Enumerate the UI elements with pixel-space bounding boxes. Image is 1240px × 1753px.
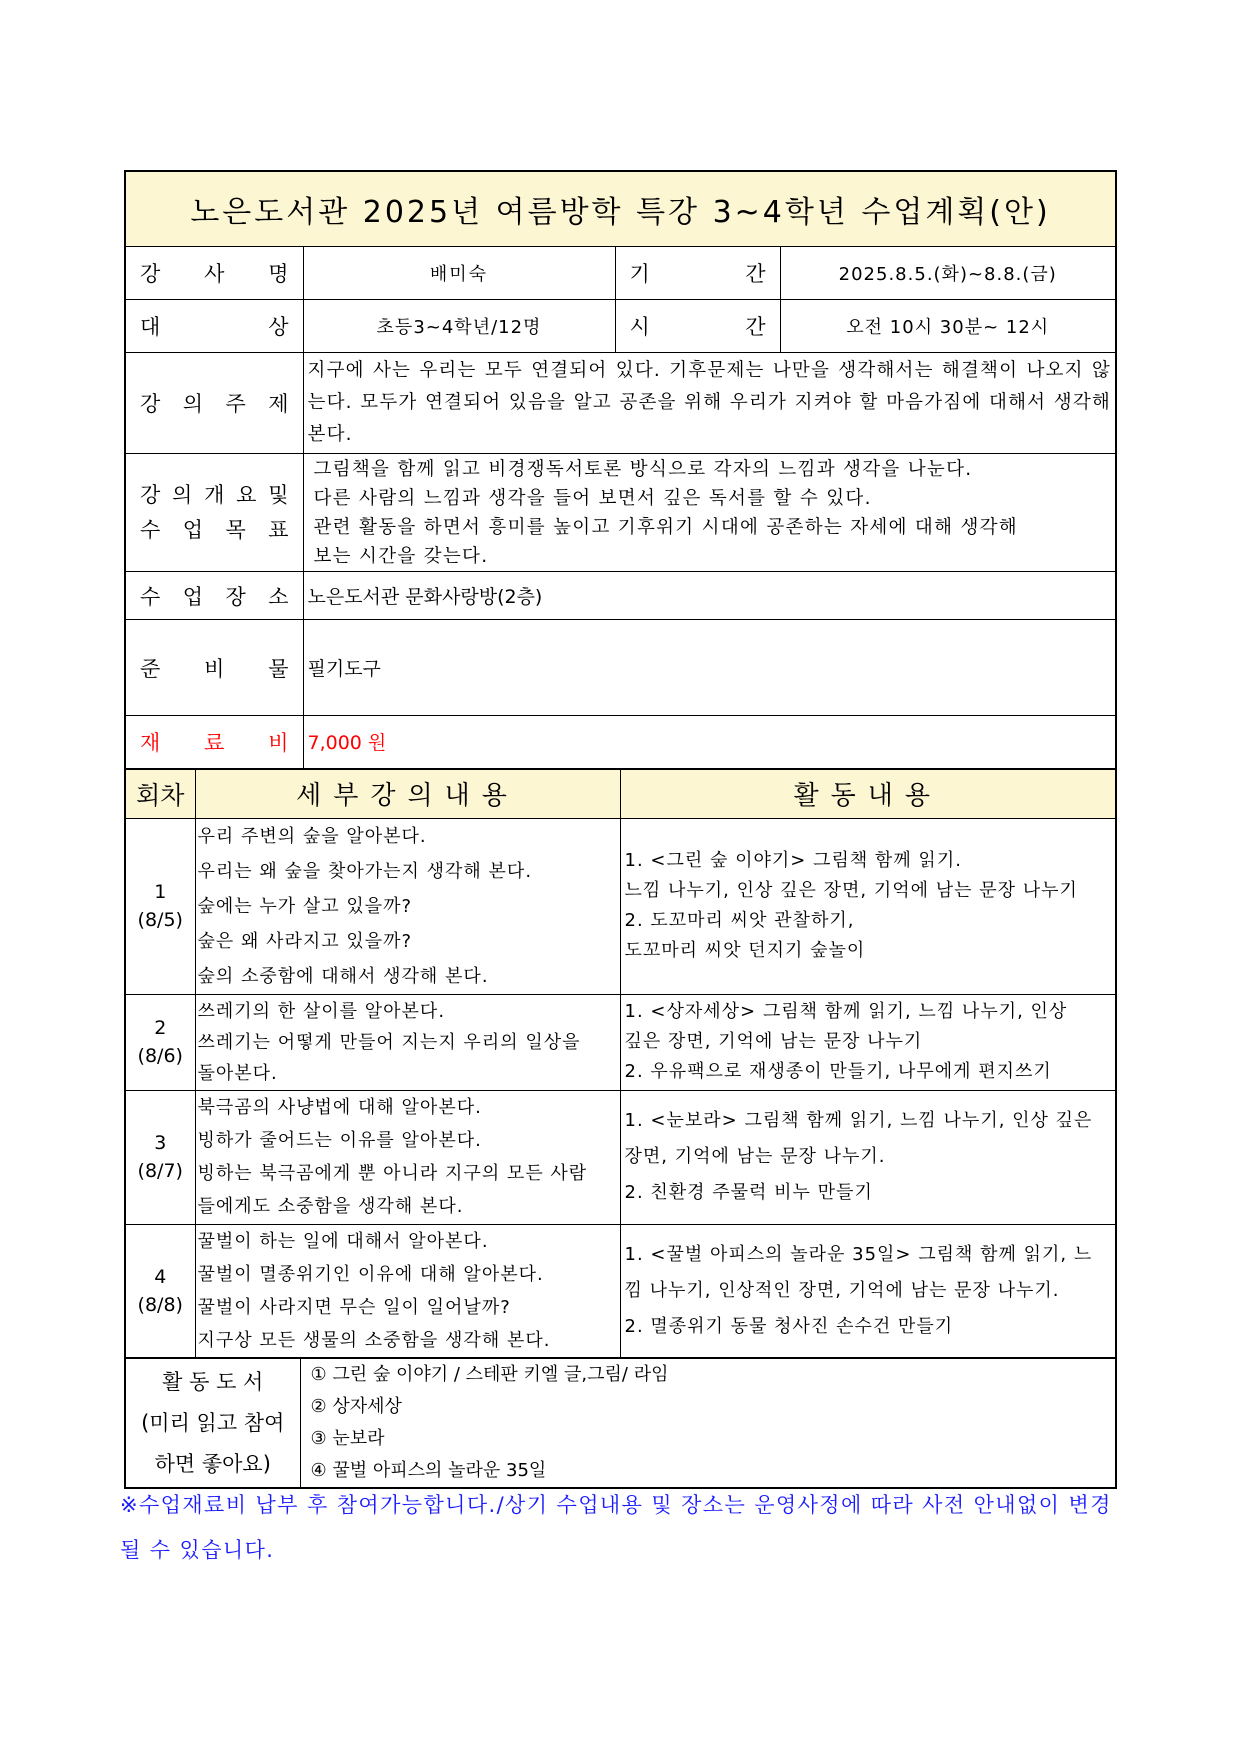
books-label-line: 하면 좋아요) bbox=[154, 1451, 271, 1476]
session-number bbox=[125, 1224, 195, 1358]
activity-line: 도꼬마리 씨앗 던지기 숲놀이 bbox=[624, 940, 866, 961]
period-label: 기 간 bbox=[615, 247, 780, 300]
activity-line: 장면, 기억에 남는 문장 나누기. bbox=[624, 1146, 886, 1167]
fee-label: 재 료 비 bbox=[125, 716, 303, 769]
info-table bbox=[124, 170, 1117, 770]
activity-line: 1. <꿀벌 아피스의 놀라운 35일> 그림책 함께 읽기, 느 bbox=[624, 1243, 1093, 1265]
table-row bbox=[125, 1224, 1116, 1358]
detail-line: 꿀벌이 멸종위기인 이유에 대해 알아본다. bbox=[197, 1263, 544, 1285]
session-activities bbox=[620, 818, 1116, 994]
supplies-value: 필기도구 bbox=[303, 620, 1116, 716]
topic-label: 강 의 주 제 bbox=[125, 353, 303, 454]
target-label: 대 상 bbox=[125, 300, 303, 353]
schedule-table bbox=[124, 768, 1117, 1360]
detail-line: 우리 주변의 숲을 알아본다. bbox=[197, 825, 427, 847]
overview-line: 관련 활동을 하면서 흥미를 높이고 기후위기 시대에 공존하는 자세에 대해 생각해 bbox=[313, 516, 1018, 538]
session-details bbox=[195, 818, 620, 994]
session-date: (8/7) bbox=[137, 1160, 183, 1182]
session-number bbox=[125, 994, 195, 1090]
details-header: 세부강의내용 bbox=[195, 769, 620, 819]
session-no: 4 bbox=[154, 1265, 167, 1288]
overview-line: 다른 사람의 느낌과 생각을 들어 보면서 깊은 독서를 할 수 있다. bbox=[313, 487, 872, 509]
detail-line: 꿀벌이 하는 일에 대해서 알아본다. bbox=[197, 1230, 489, 1252]
books-list bbox=[300, 1358, 1116, 1488]
detail-line: 숲의 소중함에 대해서 생각해 본다. bbox=[197, 965, 489, 987]
book-item: ② 상자세상 bbox=[310, 1396, 402, 1417]
table-row bbox=[125, 994, 1116, 1090]
time-label: 시 간 bbox=[615, 300, 780, 353]
session-date: (8/6) bbox=[137, 1045, 183, 1067]
detail-line: 꿀벌이 사라지면 무슨 일이 일어날까? bbox=[197, 1296, 511, 1318]
book-item: ④ 꿀벌 아피스의 놀라운 35일 bbox=[310, 1460, 547, 1481]
detail-line: 빙하는 북극곰에게 뿐 아니라 지구의 모든 사람 bbox=[197, 1163, 588, 1184]
page-title: 노은도서관 2025년 여름방학 특강 3~4학년 수업계획(안) bbox=[125, 171, 1116, 247]
overview-label bbox=[125, 454, 303, 572]
lesson-plan-document bbox=[124, 170, 1115, 1489]
books-table bbox=[124, 1357, 1117, 1489]
overview-line: 보는 시간을 갖는다. bbox=[313, 545, 489, 567]
session-details bbox=[195, 994, 620, 1090]
activity-line: 깊은 장면, 기억에 남는 문장 나누기 bbox=[624, 1031, 923, 1052]
activity-line: 1. <그린 숲 이야기> 그림책 함께 읽기. bbox=[624, 850, 962, 871]
activity-line: 느낌 나누기, 인상 깊은 장면, 기억에 남는 문장 나누기 bbox=[624, 880, 1078, 901]
detail-line: 돌아본다. bbox=[197, 1062, 278, 1084]
detail-line: 지구상 모든 생물의 소중함을 생각해 본다. bbox=[197, 1329, 551, 1351]
session-details bbox=[195, 1090, 620, 1224]
overview-value bbox=[303, 454, 1116, 572]
activities-header: 활동내용 bbox=[620, 769, 1116, 819]
session-date: (8/5) bbox=[137, 909, 183, 931]
books-label-line: 활 동 도 서 bbox=[162, 1369, 264, 1394]
place-value: 노은도서관 문화사랑방(2층) bbox=[303, 572, 1116, 620]
session-activities bbox=[620, 994, 1116, 1090]
session-number bbox=[125, 1090, 195, 1224]
place-label: 수 업 장 소 bbox=[125, 572, 303, 620]
activity-line: 2. 우유팩으로 재생종이 만들기, 나무에게 편지쓰기 bbox=[624, 1061, 1052, 1082]
detail-line: 들에게도 소중함을 생각해 본다. bbox=[197, 1196, 464, 1217]
instructor-value: 배미숙 bbox=[303, 247, 615, 300]
session-activities bbox=[620, 1090, 1116, 1224]
books-label bbox=[125, 1358, 300, 1488]
overview-line: 그림책을 함께 읽고 비경쟁독서토론 방식으로 각자의 느낌과 생각을 나눈다. bbox=[313, 458, 973, 480]
fee-value: 7,000 원 bbox=[303, 716, 1116, 769]
detail-line: 쓰레기의 한 살이를 알아본다. bbox=[197, 1000, 446, 1022]
instructor-label: 강 사 명 bbox=[125, 247, 303, 300]
detail-line: 북극곰의 사냥법에 대해 알아본다. bbox=[197, 1097, 482, 1118]
topic-value: 지구에 사는 우리는 모두 연결되어 있다. 기후문제는 나만을 생각해서는 해결책이 나오지 않는다. 모두가 연결되어 있음을 알고 공존을 위해 우리가 지켜야 할 마음가짐에 대해서 생각해 본다. bbox=[303, 353, 1116, 454]
overview-label-line-1: 강 의 개 요 및 bbox=[140, 482, 289, 507]
detail-line: 숲은 왜 사라지고 있을까? bbox=[197, 930, 413, 952]
activity-line: 낌 나누기, 인상적인 장면, 기억에 남는 문장 나누기. bbox=[624, 1279, 1060, 1301]
table-row bbox=[125, 818, 1116, 994]
session-no: 3 bbox=[154, 1132, 167, 1154]
activity-line: 2. 친환경 주물럭 비누 만들기 bbox=[624, 1182, 873, 1203]
detail-line: 우리는 왜 숲을 찾아가는지 생각해 본다. bbox=[197, 860, 533, 882]
session-header: 회차 bbox=[125, 769, 195, 819]
notice-text: ※수업재료비 납부 후 참여가능합니다./상기 수업내용 및 장소는 운영사정에 따라 사전 안내없이 변경될 수 있습니다. bbox=[120, 1493, 1112, 1562]
session-no: 2 bbox=[154, 1017, 167, 1039]
activity-line: 2. 도꼬마리 씨앗 관찰하기, bbox=[624, 910, 855, 931]
session-activities bbox=[620, 1224, 1116, 1358]
activity-line: 1. <눈보라> 그림책 함께 읽기, 느낌 나누기, 인상 깊은 bbox=[624, 1110, 1093, 1131]
supplies-label: 준 비 물 bbox=[125, 620, 303, 716]
book-item: ① 그린 숲 이야기 / 스테판 키엘 글,그림/ 라임 bbox=[310, 1364, 669, 1385]
session-date: (8/8) bbox=[137, 1293, 183, 1316]
time-value: 오전 10시 30분~ 12시 bbox=[780, 300, 1116, 353]
activity-line: 1. <상자세상> 그림책 함께 읽기, 느낌 나누기, 인상 bbox=[624, 1001, 1068, 1022]
detail-line: 쓰레기는 어떻게 만들어 지는지 우리의 일상을 bbox=[197, 1031, 581, 1053]
period-value: 2025.8.5.(화)~8.8.(금) bbox=[780, 247, 1116, 300]
session-number bbox=[125, 818, 195, 994]
detail-line: 빙하가 줄어드는 이유를 알아본다. bbox=[197, 1130, 482, 1151]
overview-label-line-2: 수 업 목 표 bbox=[140, 517, 289, 542]
target-value: 초등3~4학년/12명 bbox=[303, 300, 615, 353]
activity-line: 2. 멸종위기 동물 청사진 손수건 만들기 bbox=[624, 1315, 954, 1337]
book-item: ③ 눈보라 bbox=[310, 1428, 385, 1449]
session-details bbox=[195, 1224, 620, 1358]
table-row bbox=[125, 1090, 1116, 1224]
books-label-line: (미리 읽고 참여 bbox=[141, 1410, 285, 1435]
session-no: 1 bbox=[154, 881, 167, 903]
detail-line: 숲에는 누가 살고 있을까? bbox=[197, 895, 413, 917]
